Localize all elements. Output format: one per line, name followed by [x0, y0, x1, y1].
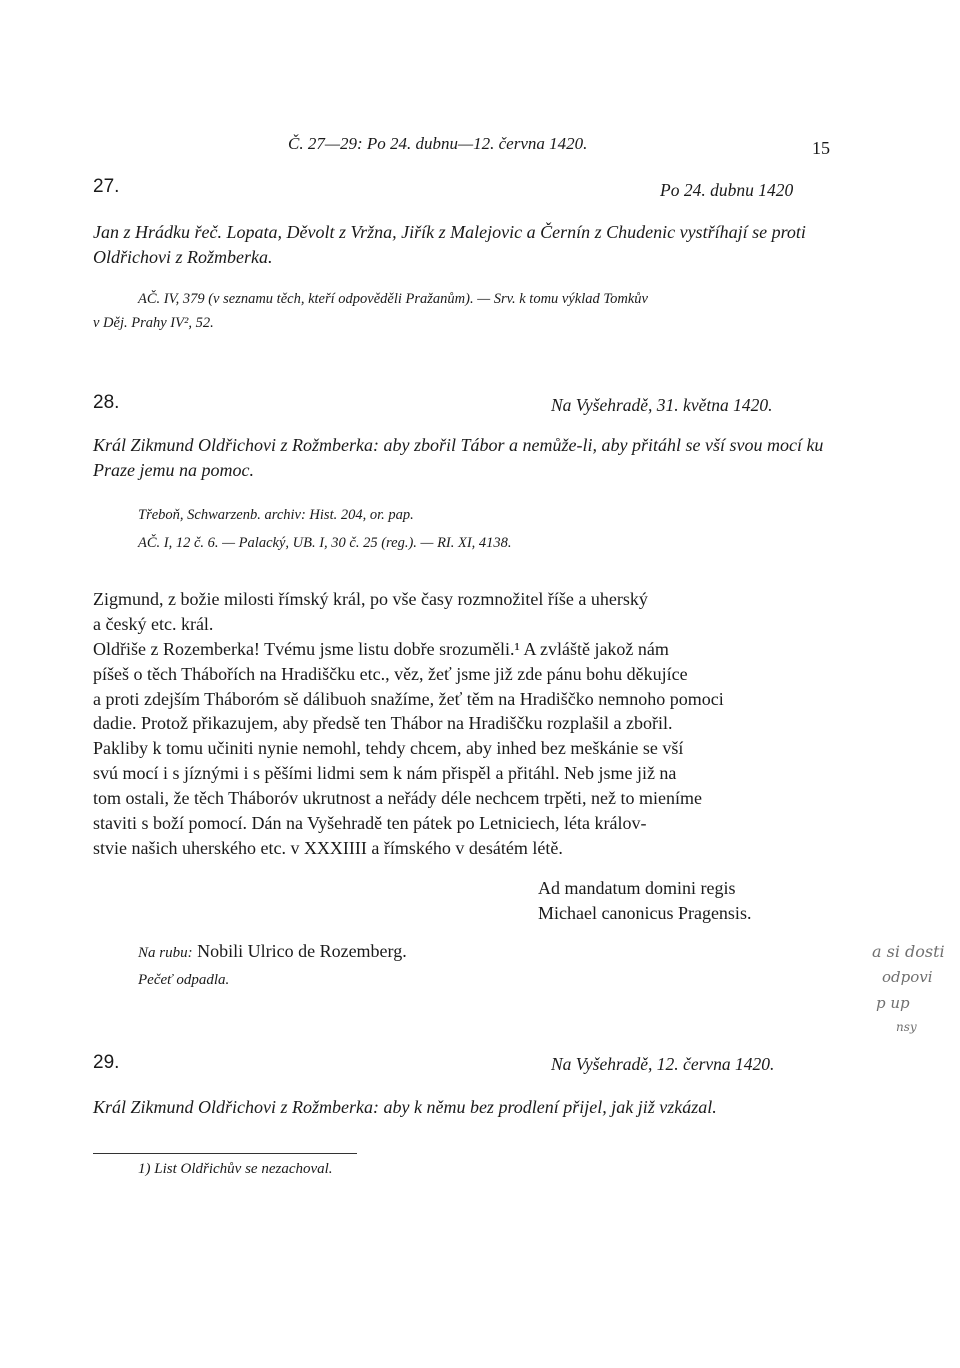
entry-28-number: 28.: [93, 392, 120, 413]
entry-29-number: 29.: [93, 1052, 120, 1073]
letter-line: tom ostali, že těch Tháboróv ukrutnost a neřády déle nechcem trpěti, než to mieníme: [93, 788, 702, 808]
entry-28-ref-2: AČ. I, 12 č. 6. — Palacký, UB. I, 30 č. 25 (reg.). — RI. XI, 4138.: [138, 535, 512, 551]
entry-29-date: Na Vyšehradě, 12. června 1420.: [551, 1054, 775, 1074]
signature-line-1: Ad mandatum domini regis: [538, 878, 736, 898]
letter-line: Oldřiše z Rozemberka! Tvému jsme listu dobře srozuměli.¹ A zvláště jakož nám: [93, 639, 669, 659]
handwritten-note-3: p up: [876, 994, 910, 1012]
entry-28-date: Na Vyšehradě, 31. května 1420.: [551, 395, 773, 415]
seal-note: Pečeť odpadla.: [138, 972, 230, 988]
entry-29-summary: Král Zikmund Oldřichovi z Rožmberka: aby k němu bez prodlení přijel, jak již vzkázal.: [93, 1097, 717, 1117]
letter-line: staviti s boží pomocí. Dán na Vyšehradě ten pátek po Letniciech, léta králov-: [93, 813, 647, 833]
letter-line: a proti zdejším Tháboróm sě dálibuoh snažíme, žeť těm na Hradiščko nemnoho pomoci: [93, 689, 724, 709]
letter-line: dadie. Protož přikazujem, aby předsě ten Thábor na Hradiščku rozplašil a zbořil.: [93, 713, 673, 733]
page-number: 15: [812, 138, 830, 158]
letter-line: Zigmund, z božie milosti římský král, po vše časy rozmnožitel říše a uherský: [93, 589, 648, 609]
running-header: Č. 27—29: Po 24. dubnu—12. června 1420.: [288, 134, 588, 153]
entry-28-summary: Král Zikmund Oldřichovi z Rožmberka: aby zbořil Tábor a nemůže-li, aby přitáhl se vší svou mocí ku Praze jemu na pomoc.: [93, 435, 824, 480]
letter-line: stvie našich uherského etc. v XXXIIII a římského v desátém létě.: [93, 838, 563, 858]
footnote: 1) List Oldřichův se nezachoval.: [138, 1161, 333, 1177]
letter-line: Pakliby k tomu učiniti nynie nemohl, tehdy chcem, aby inhed bez meškánie se vší: [93, 738, 684, 758]
entry-28-ref-1: Třeboň, Schwarzenb. archiv: Hist. 204, or. pap.: [138, 507, 414, 523]
handwritten-note-1: a si dosti: [872, 942, 945, 961]
footnote-divider: [93, 1153, 357, 1154]
entry-27-ref-1: AČ. IV, 379 (v seznamu těch, kteří odpověděli Pražanům). — Srv. k tomu výklad Tomkův: [138, 291, 648, 307]
handwritten-note-2: odpovi: [882, 968, 933, 986]
endorsement-label: Na rubu:: [138, 945, 193, 961]
letter-line: a český etc. král.: [93, 614, 214, 634]
entry-27-date: Po 24. dubnu 1420: [660, 180, 794, 200]
handwritten-note-4: nsy: [896, 1020, 917, 1034]
endorsement: [138, 941, 407, 962]
entry-27-summary: Jan z Hrádku řeč. Lopata, Děvolt z Vržna, Jiřík z Malejovic a Černín z Chudenic vystříhají se proti Oldřichovi z Rožmberka.: [93, 222, 806, 267]
signature-line-2: Michael canonicus Pragensis.: [538, 903, 752, 923]
letter-line: svú mocí i s jíznými i s pěšími lidmi sem k nám přispěl a přitáhl. Neb jsme již na: [93, 763, 677, 783]
endorsement-text: Nobili Ulrico de Rozemberg.: [197, 941, 407, 961]
entry-27-number: 27.: [93, 176, 120, 197]
entry-27-ref-2: v Děj. Prahy IV², 52.: [93, 315, 214, 331]
letter-line: píšeš o těch Thábořích na Hradiščku etc., věz, žeť jsme již zde pánu bohu děkujíce: [93, 664, 688, 684]
